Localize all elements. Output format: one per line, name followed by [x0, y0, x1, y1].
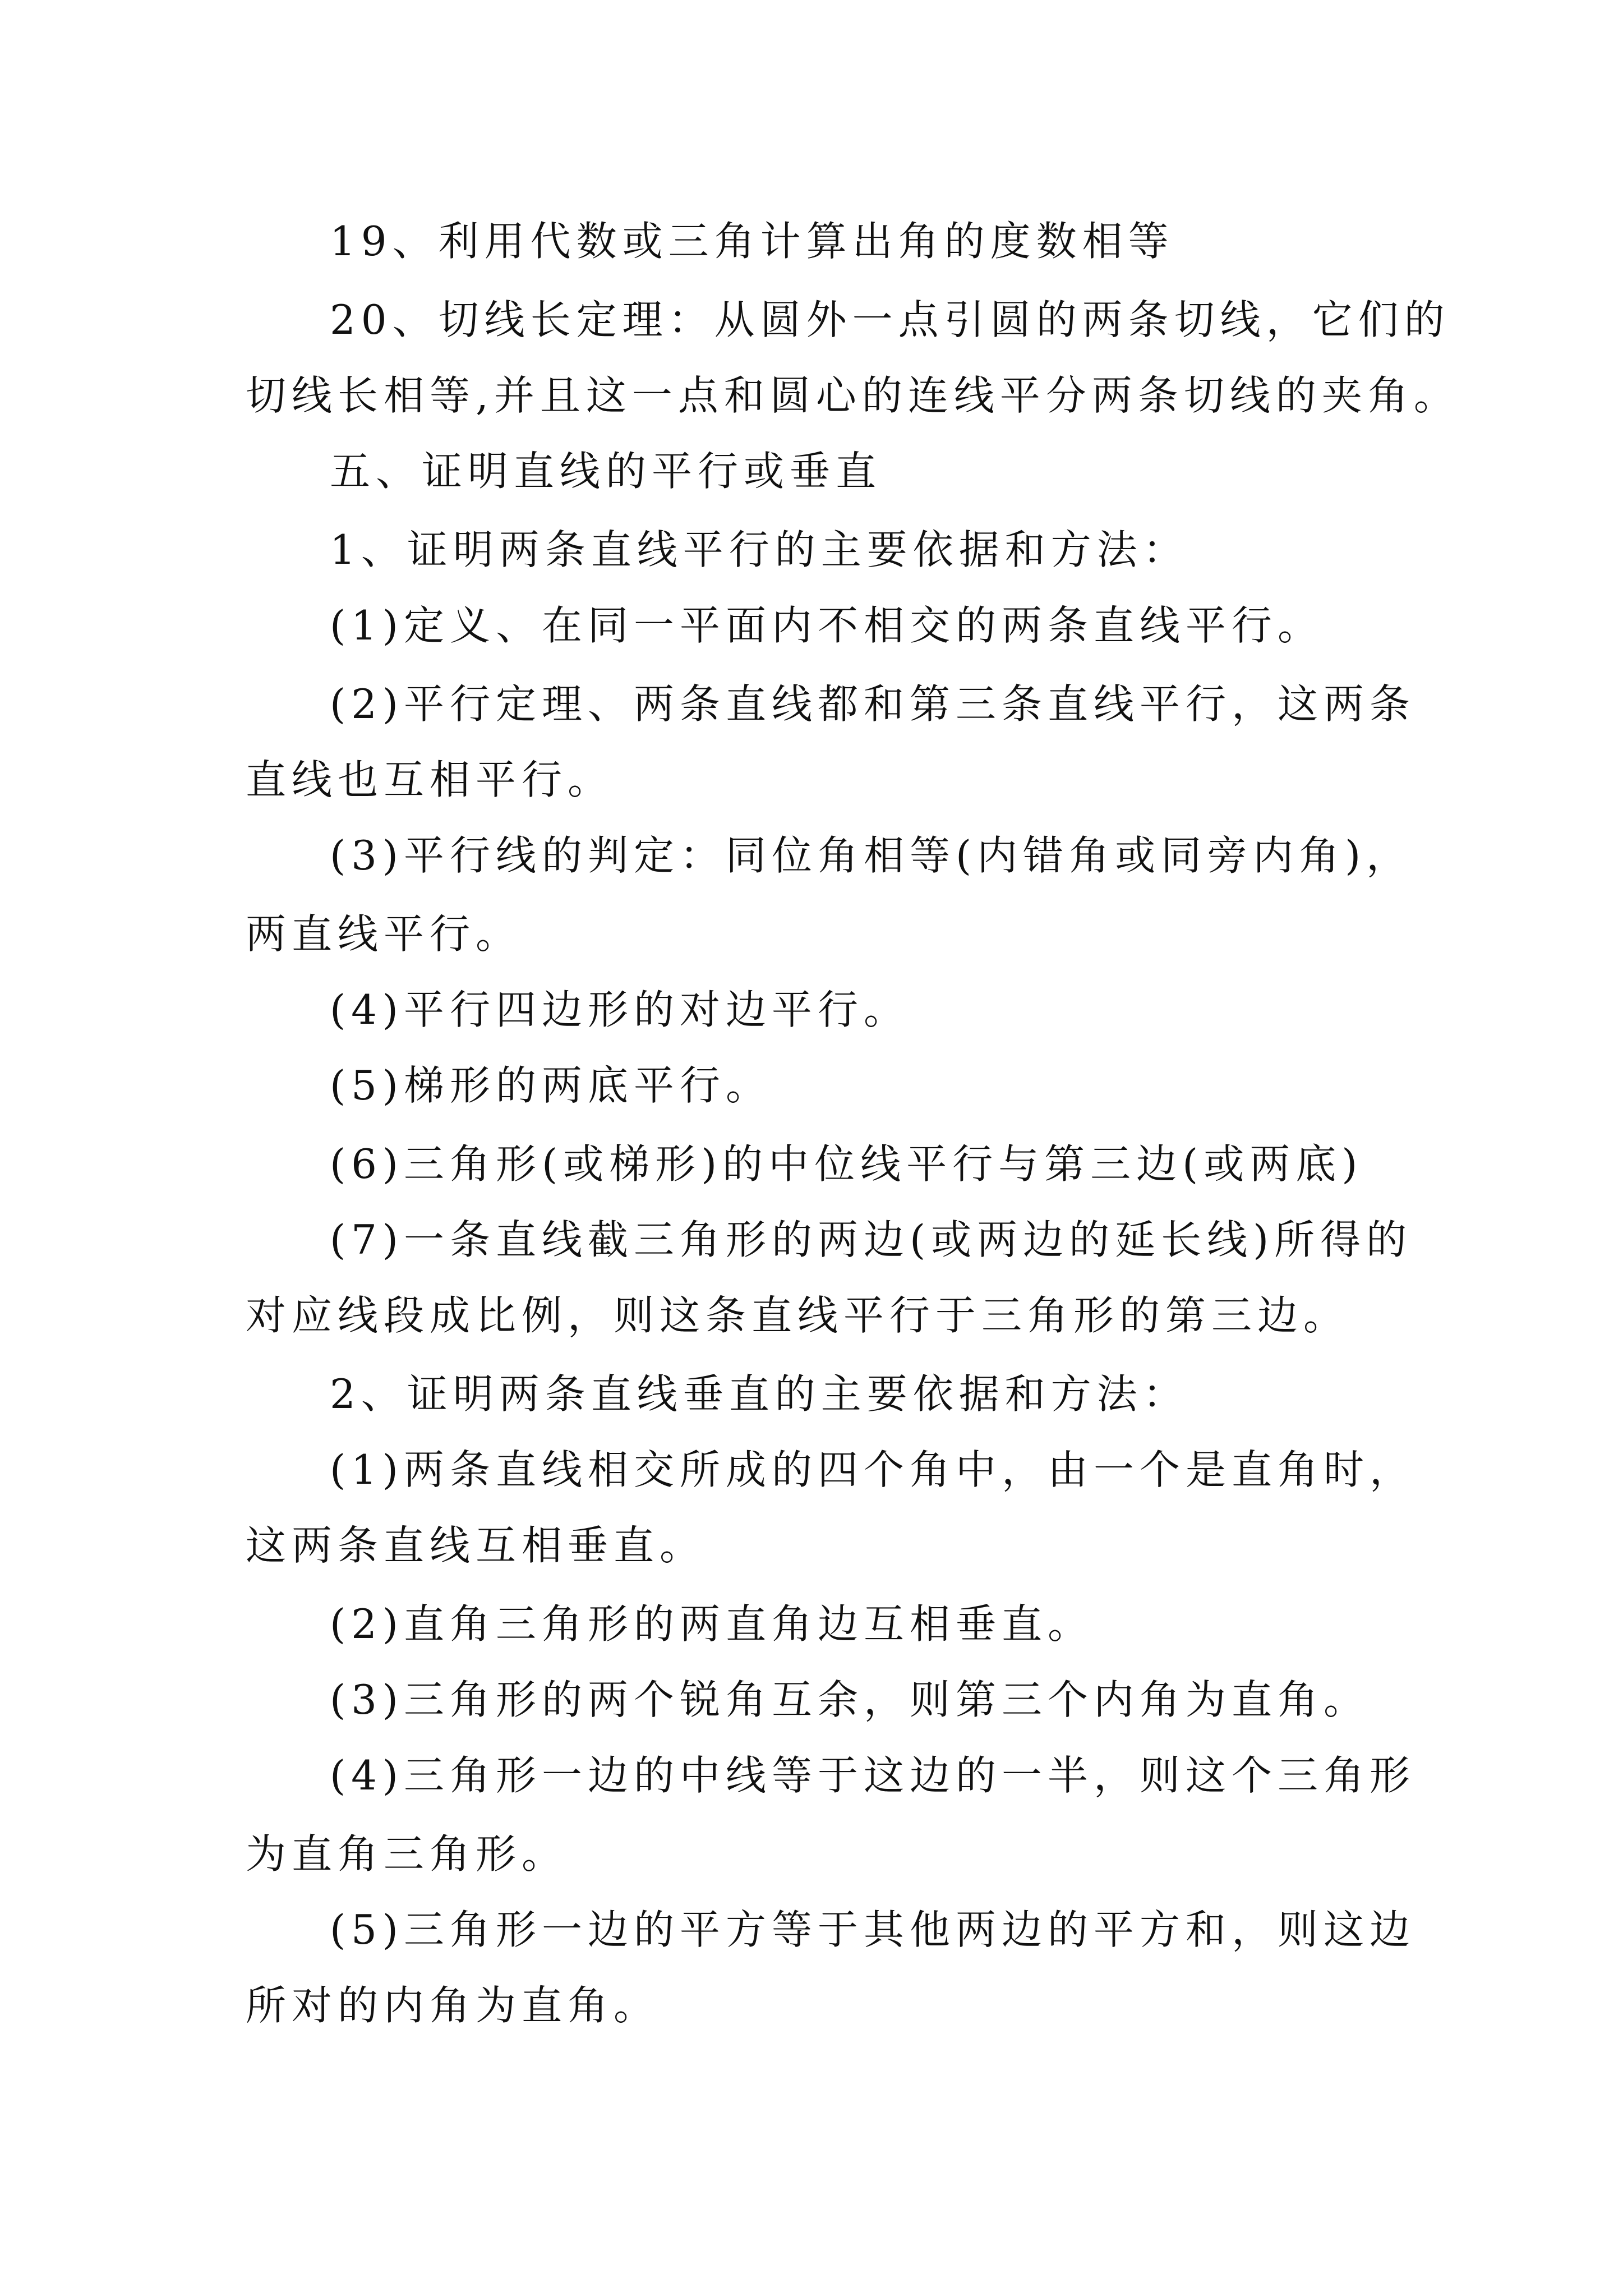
text-line-p5: (5)梯形的两底平行。	[330, 1062, 772, 1109]
text-line-v5: (5)三角形一边的平方等于其他两边的平方和，则这边	[330, 1906, 1415, 1953]
subheading-perpendicular: 2、证明两条直线垂直的主要依据和方法：	[330, 1370, 1189, 1418]
text-line-v5-cont: 所对的内角为直角。	[246, 1982, 660, 2029]
text-line-p1: (1)定义、在同一平面内不相交的两条直线平行。	[330, 602, 1324, 649]
text-line-v1: (1)两条直线相交所成的四个角中，由一个是直角时，	[330, 1446, 1415, 1493]
text-line-p2: (2)平行定理、两条直线都和第三条直线平行，这两条	[330, 680, 1415, 728]
text-line-p3: (3)平行线的判定：同位角相等(内错角或同旁内角)，	[330, 832, 1413, 879]
text-line-v1-cont: 这两条直线互相垂直。	[246, 1522, 706, 1569]
text-line-p3-cont: 两直线平行。	[246, 910, 522, 958]
text-line-v4: (4)三角形一边的中线等于这边的一半，则这个三角形	[330, 1752, 1415, 1799]
text-line-p4: (4)平行四边形的对边平行。	[330, 986, 910, 1033]
text-line-v3: (3)三角形的两个锐角互余，则第三个内角为直角。	[330, 1676, 1370, 1723]
section-heading: 五、证明直线的平行或垂直	[330, 448, 882, 495]
text-line-p7-cont: 对应线段成比例，则这条直线平行于三角形的第三边。	[246, 1292, 1350, 1339]
subheading-parallel: 1、证明两条直线平行的主要依据和方法：	[330, 526, 1189, 573]
text-line-p2-cont: 直线也互相平行。	[246, 756, 614, 803]
text-line-p7: (7)一条直线截三角形的两边(或两边的延长线)所得的	[330, 1216, 1413, 1263]
text-line-v4-cont: 为直角三角形。	[246, 1830, 568, 1878]
text-line-20-cont: 切线长相等,并且这一点和圆心的连线平分两条切线的夹角。	[246, 372, 1460, 419]
text-line-p6: (6)三角形(或梯形)的中位线平行与第三边(或两底)	[330, 1140, 1363, 1188]
text-line-v2: (2)直角三角形的两直角边互相垂直。	[330, 1600, 1094, 1648]
text-line-19: 19、利用代数或三角计算出角的度数相等	[330, 218, 1174, 265]
text-line-20: 20、切线长定理：从圆外一点引圆的两条切线，它们的	[330, 296, 1450, 343]
